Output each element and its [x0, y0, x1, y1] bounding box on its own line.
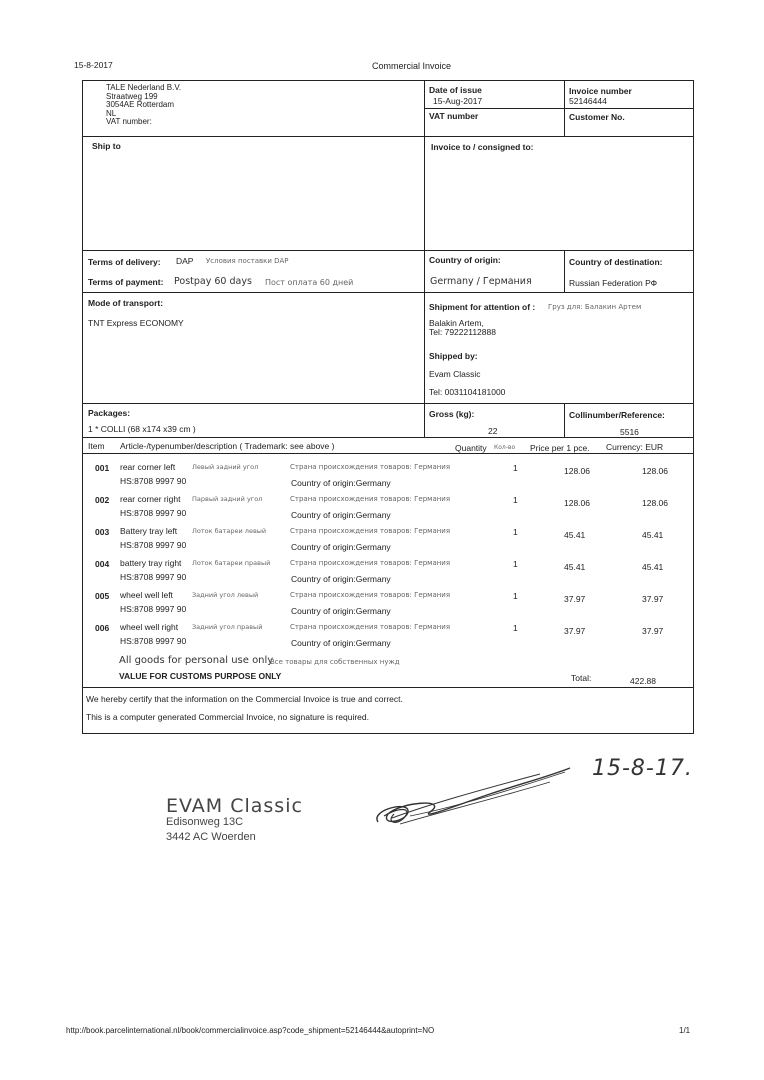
attention-label: Shipment for attention of : — [429, 302, 536, 312]
date-of-issue-label: Date of issue — [429, 85, 482, 95]
total-value: 422.88 — [630, 676, 656, 686]
invoice-number-label: Invoice number — [569, 86, 632, 96]
gross-label: Gross (kg): — [429, 409, 475, 419]
item-origin-ru: Страна происхождения товаров: Германия — [290, 527, 451, 535]
item-price: 128.06 — [564, 498, 590, 508]
shipped-by-tel: Tel: 0031104181000 — [429, 387, 506, 397]
item-col-header: Item — [88, 441, 105, 451]
print-date: 15-8-2017 — [74, 60, 113, 70]
sender-company: TALE Nederland B.V. — [106, 83, 182, 92]
item-total: 128.06 — [642, 466, 668, 476]
attention-tel: Tel: 79222112888 — [429, 327, 496, 337]
item-total: 37.97 — [642, 594, 664, 604]
item-hs-code: HS:8708 9997 90 — [120, 508, 187, 518]
page-title: Commercial Invoice — [372, 61, 452, 71]
item-name-ru: Парвый задний угол — [192, 495, 263, 503]
country-origin-value: Germany / Германия — [430, 276, 532, 287]
item-origin-ru: Страна происхождения товаров: Германия — [290, 623, 451, 631]
collinumber-label: Collinumber/Reference: — [569, 410, 665, 420]
item-origin: Country of origin:Germany — [291, 574, 391, 584]
item-number: 002 — [95, 495, 110, 505]
terms-payment-value: Postpay 60 days — [174, 276, 252, 287]
item-quantity: 1 — [513, 623, 518, 633]
item-number: 005 — [95, 591, 110, 601]
attention-name: Balakin Artem, — [429, 318, 484, 328]
vat-number-label: VAT number — [429, 111, 479, 121]
item-price: 128.06 — [564, 466, 590, 476]
item-origin: Country of origin:Germany — [291, 638, 391, 648]
item-hs-code: HS:8708 9997 90 — [120, 476, 187, 486]
terms-payment-ru: Пост оплата 60 дней — [265, 278, 354, 287]
item-name: battery tray right — [120, 558, 182, 568]
shipped-by-value: Evam Classic — [429, 369, 481, 379]
page-number: 1/1 — [679, 1026, 691, 1035]
item-total: 45.41 — [642, 562, 664, 572]
item-name-ru: Левый задний угол — [192, 463, 259, 471]
item-quantity: 1 — [513, 559, 518, 569]
item-quantity: 1 — [513, 591, 518, 601]
item-hs-code: HS:8708 9997 90 — [120, 540, 187, 550]
item-name-ru: Задний угол левый — [192, 591, 259, 599]
item-name: wheel well right — [120, 622, 179, 632]
article-col-header: Article-/typenumber/description ( Trademark: see above ) — [120, 441, 335, 451]
gross-value: 22 — [488, 426, 498, 436]
item-name: rear corner left — [120, 462, 176, 472]
item-number: 004 — [95, 559, 110, 569]
ship-to-label: Ship to — [92, 141, 121, 151]
item-total: 128.06 — [642, 498, 668, 508]
transport-label: Mode of transport: — [88, 298, 164, 308]
packages-value: 1 * COLLI (68 x174 x39 cm ) — [88, 424, 196, 434]
item-total: 45.41 — [642, 530, 664, 540]
attention-ru: Груз для: Балакин Артем — [548, 303, 642, 311]
customs-note: VALUE FOR CUSTOMS PURPOSE ONLY — [119, 671, 282, 681]
personal-use-note: All goods for personal use only — [119, 655, 274, 666]
country-origin-label: Country of origin: — [429, 255, 501, 265]
item-quantity: 1 — [513, 527, 518, 537]
item-name-ru: Задний угол правый — [192, 623, 263, 631]
item-price: 37.97 — [564, 626, 586, 636]
item-name: wheel well left — [120, 590, 173, 600]
stamp-street: Edisonweg 13C — [166, 816, 244, 828]
personal-use-ru: Все товары для собственных нужд — [270, 658, 400, 666]
date-of-issue-value: 15-Aug-2017 — [433, 96, 483, 106]
item-price: 45.41 — [564, 530, 586, 540]
item-origin-ru: Страна происхождения товаров: Германия — [290, 495, 451, 503]
item-price: 45.41 — [564, 562, 586, 572]
country-destination-label: Country of destination: — [569, 257, 663, 267]
item-number: 001 — [95, 463, 110, 473]
item-origin: Country of origin:Germany — [291, 542, 391, 552]
country-destination-value: Russian Federation РФ — [569, 278, 658, 288]
sender-address — [106, 84, 181, 127]
price-col-header: Price per 1 pce. — [530, 443, 590, 453]
quantity-ru-header: Кол-во — [494, 444, 516, 451]
item-total: 37.97 — [642, 626, 664, 636]
currency-col-header: Currency: EUR — [606, 442, 664, 452]
item-origin: Country of origin:Germany — [291, 606, 391, 616]
item-number: 003 — [95, 527, 110, 537]
packages-label: Packages: — [88, 408, 131, 418]
invoice-to-label: Invoice to / consigned to: — [431, 142, 534, 152]
quantity-col-header: Quantity — [455, 443, 487, 453]
item-origin-ru: Страна происхождения товаров: Германия — [290, 559, 451, 567]
total-label: Total: — [571, 673, 592, 683]
item-quantity: 1 — [513, 463, 518, 473]
item-price: 37.97 — [564, 594, 586, 604]
sender-city: 3054AE Rotterdam — [106, 100, 175, 110]
stamp-name: EVAM Classic — [166, 795, 303, 817]
item-origin-ru: Страна происхождения товаров: Германия — [290, 591, 451, 599]
terms-delivery-label: Terms of delivery: — [88, 257, 161, 267]
item-quantity: 1 — [513, 495, 518, 505]
item-origin: Country of origin:Germany — [291, 510, 391, 520]
stamp-city: 3442 AC Woerden — [166, 831, 256, 843]
item-origin-ru: Страна происхождения товаров: Германия — [290, 463, 451, 471]
invoice-number-value: 52146444 — [569, 96, 607, 106]
handwritten-date: 15-8-17. — [592, 756, 693, 781]
item-name: rear corner right — [120, 494, 181, 504]
customer-no-label: Customer No. — [569, 112, 625, 122]
terms-payment-label: Terms of payment: — [88, 277, 164, 287]
terms-delivery-ru: Условия поставки DAP — [206, 257, 289, 265]
item-origin: Country of origin:Germany — [291, 478, 391, 488]
certify-statement: We hereby certify that the information on the Commercial Invoice is true and correct. — [86, 694, 403, 704]
sender-street: Straatweg 199 — [106, 91, 158, 101]
item-number: 006 — [95, 623, 110, 633]
item-name: Battery tray left — [120, 526, 178, 536]
signature-image — [370, 760, 580, 840]
transport-value: TNT Express ECONOMY — [88, 318, 184, 328]
collinumber-value: 5516 — [620, 427, 639, 437]
item-hs-code: HS:8708 9997 90 — [120, 572, 187, 582]
computer-generated-note: This is a computer generated Commercial Invoice, no signature is required. — [86, 712, 369, 722]
shipped-by-label: Shipped by: — [429, 351, 478, 361]
item-hs-code: HS:8708 9997 90 — [120, 636, 187, 646]
item-hs-code: HS:8708 9997 90 — [120, 604, 187, 614]
sender-country: NL — [106, 108, 117, 118]
footer-url[interactable]: http://book.parcelinternational.nl/book/commercialinvoice.asp?code_shipment=52146444&autoprint=NO — [66, 1026, 435, 1035]
item-name-ru: Лоток батареи правый — [192, 559, 271, 567]
terms-delivery-value: DAP — [176, 256, 194, 266]
item-name-ru: Лоток батареи левый — [192, 527, 267, 535]
sender-vat: VAT number: — [106, 117, 152, 127]
